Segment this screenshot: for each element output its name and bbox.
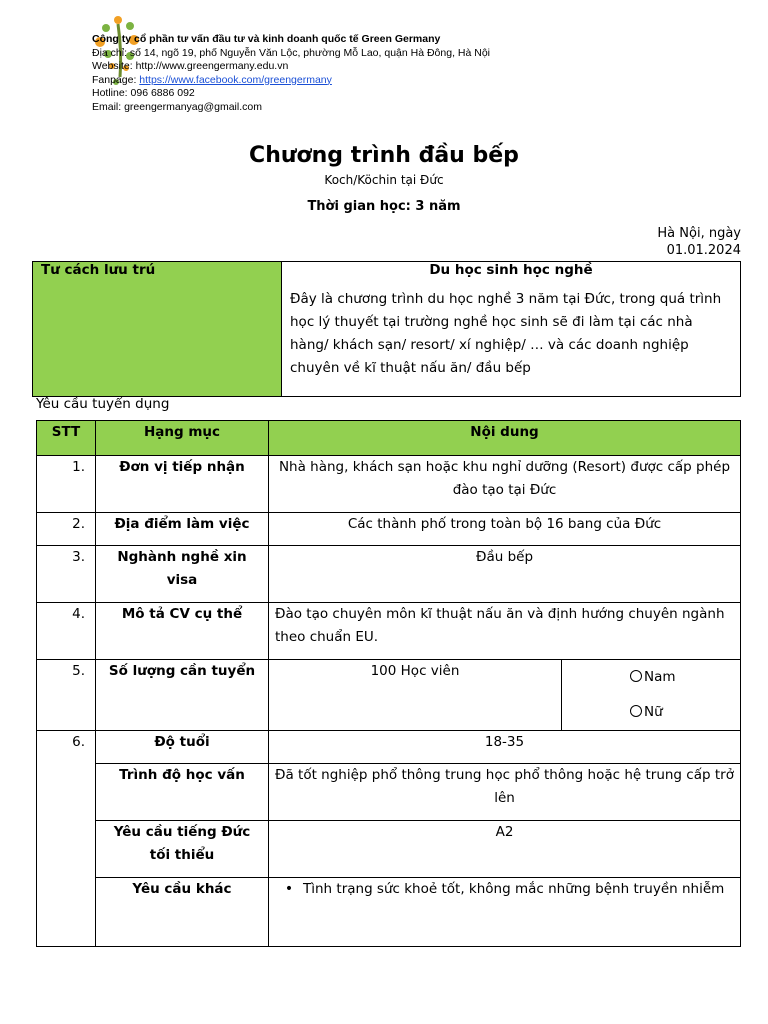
document-subtitle: Koch/Köchin tại Đức bbox=[324, 173, 444, 187]
row-stt: 2. bbox=[37, 513, 96, 546]
row-category: Yêu cầu khác bbox=[96, 878, 269, 947]
company-website: Website: http://www.greengermany.edu.vn bbox=[92, 60, 289, 73]
status-table bbox=[32, 261, 741, 397]
bullet-item bbox=[275, 878, 734, 901]
status-description: Đây là chương trình du học nghề 3 năm tại Đức, trong quá trình học lý thuyết tại trường nghề học sinh sẽ đi làm tại các nhà hàng/ khách sạn/ resort/ xí nghiệp/ … và các doanh nghiệp chuyên về kĩ thuật nấu ăn/ đầu bếp bbox=[290, 291, 722, 376]
table-row bbox=[37, 878, 741, 947]
row-category: Mô tả CV cụ thể bbox=[96, 603, 269, 660]
row-category: Nghành nghề xin visa bbox=[96, 546, 269, 603]
table-row bbox=[37, 456, 741, 513]
table-row bbox=[37, 660, 741, 731]
header-category: Hạng mục bbox=[96, 421, 269, 456]
date-block bbox=[657, 225, 741, 259]
study-duration: Thời gian học: 3 năm bbox=[307, 199, 461, 214]
document-title: Chương trình đầu bếp bbox=[249, 143, 519, 168]
gender-female-label: Nữ bbox=[644, 704, 663, 720]
row-content: 100 Học viên bbox=[269, 660, 562, 731]
row-content: Nhà hàng, khách sạn hoặc khu nghỉ dưỡng (Resort) được cấp phép đào tạo tại Đức bbox=[269, 456, 741, 513]
row-content: Đã tốt nghiệp phổ thông trung học phổ thông hoặc hệ trung cấp trở lên bbox=[269, 764, 741, 821]
table-row bbox=[37, 821, 741, 878]
gender-option-male[interactable] bbox=[630, 660, 734, 695]
header-content: Nội dung bbox=[269, 421, 741, 456]
row-category: Trình độ học vấn bbox=[96, 764, 269, 821]
company-hotline: Hotline: 096 6886 092 bbox=[92, 87, 195, 100]
row-category: Địa điểm làm việc bbox=[96, 513, 269, 546]
table-row bbox=[37, 513, 741, 546]
requirements-table bbox=[36, 420, 741, 947]
date-line-1: Hà Nội, ngày bbox=[657, 226, 741, 241]
company-email: Email: greengermanyag@gmail.com bbox=[92, 100, 262, 113]
gender-options bbox=[562, 660, 741, 731]
header-stt: STT bbox=[37, 421, 96, 456]
table-header-row bbox=[37, 421, 741, 456]
bullet-icon: • bbox=[284, 881, 294, 897]
table-row bbox=[37, 731, 741, 764]
status-content bbox=[282, 262, 741, 397]
row-category: Đơn vị tiếp nhận bbox=[96, 456, 269, 513]
company-header bbox=[92, 33, 490, 115]
date-line-2: 01.01.2024 bbox=[666, 243, 741, 258]
row-content bbox=[269, 878, 741, 947]
status-label: Tư cách lưu trú bbox=[33, 262, 282, 397]
row-category: Yêu cầu tiếng Đức tối thiểu bbox=[96, 821, 269, 878]
row-stt: 1. bbox=[37, 456, 96, 513]
company-fanpage bbox=[92, 74, 490, 88]
status-value: Du học sinh học nghề bbox=[429, 262, 593, 278]
company-address: Địa chỉ: số 14, ngõ 19, phố Nguyễn Văn Lộc, phường Mỗ Lao, quận Hà Đông, Hà Nội bbox=[92, 46, 491, 59]
gender-male-label: Nam bbox=[644, 669, 676, 685]
radio-male-icon[interactable] bbox=[630, 670, 642, 682]
table-row bbox=[37, 603, 741, 660]
gender-option-female[interactable] bbox=[630, 695, 734, 730]
row-stt: 4. bbox=[37, 603, 96, 660]
requirements-label: Yêu cầu tuyển dụng bbox=[36, 396, 170, 412]
fanpage-link[interactable]: https://www.facebook.com/greengermany bbox=[139, 73, 332, 86]
radio-female-icon[interactable] bbox=[630, 705, 642, 717]
row-content: A2 bbox=[269, 821, 741, 878]
row-content: 18-35 bbox=[269, 731, 741, 764]
row-content: Đầu bếp bbox=[269, 546, 741, 603]
row-category: Độ tuổi bbox=[96, 731, 269, 764]
fanpage-label: Fanpage: bbox=[92, 73, 140, 86]
row-content: Các thành phố trong toàn bộ 16 bang của Đức bbox=[269, 513, 741, 546]
company-name: Công ty cổ phần tư vấn đầu tư và kinh doanh quốc tế Green Germany bbox=[92, 33, 441, 45]
row-content: Đào tạo chuyên môn kĩ thuật nấu ăn và định hướng chuyên ngành theo chuẩn EU. bbox=[269, 603, 741, 660]
row-stt: 3. bbox=[37, 546, 96, 603]
table-row bbox=[37, 764, 741, 821]
row-category: Số lượng cần tuyển bbox=[96, 660, 269, 731]
row-stt: 5. bbox=[37, 660, 96, 731]
bullet-text: Tình trạng sức khoẻ tốt, không mắc những bệnh truyền nhiễm bbox=[303, 881, 725, 897]
row-stt: 6. bbox=[37, 731, 96, 947]
table-row bbox=[37, 546, 741, 603]
